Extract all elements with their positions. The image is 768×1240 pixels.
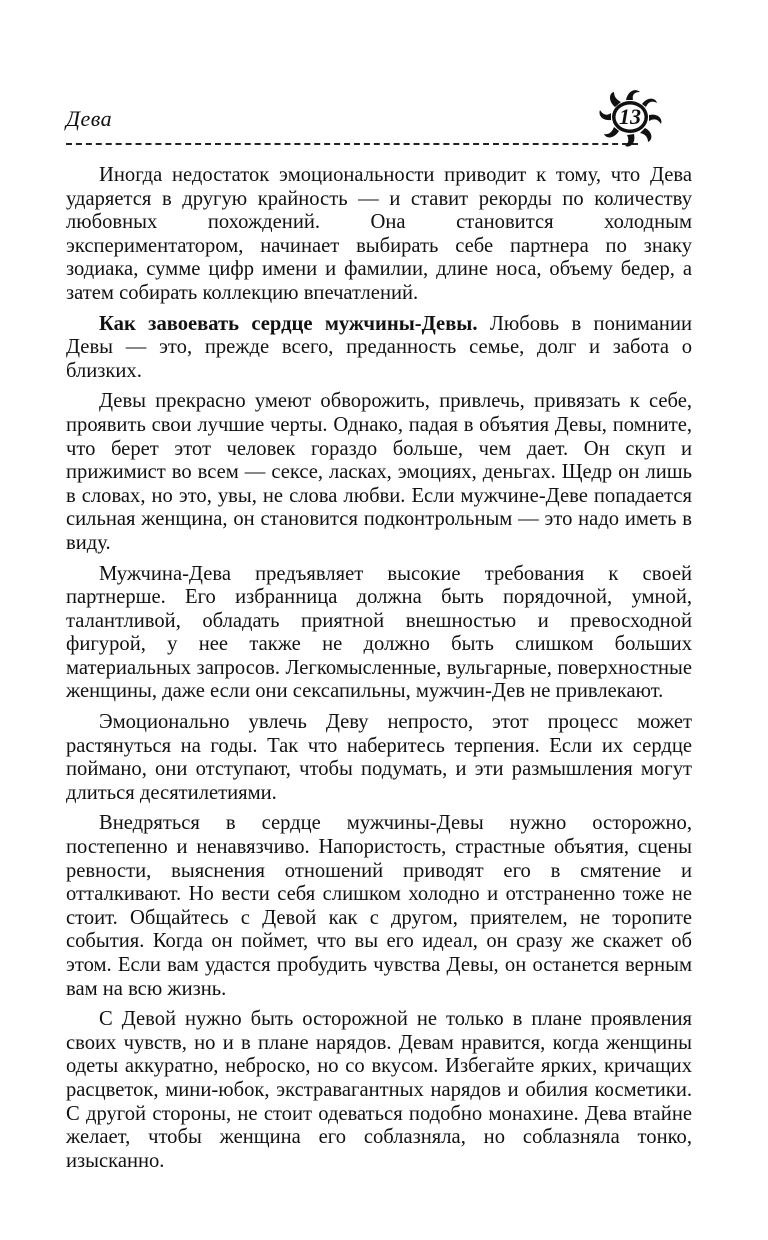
running-title: Дева	[66, 106, 113, 131]
paragraph-5: Эмоционально увлечь Деву непросто, этот процесс может растянуться на годы. Так что наберитесь терпения. Если их сердце поймано, они отступают, чтобы подумать, и эти размышления могут длиться десятилетиями.	[66, 711, 692, 804]
paragraph-6: Внедряться в сердце мужчины-Девы нужно осторожно, постепенно и ненавязчиво. Напористость, страстные объятия, сцены ревности, выяснения отношений приводят его в смятение и отталкивают. Но вести себя слишком холодно и отстраненно тоже не стоит. Общайтесь с Девой как с другом, приятелем, не торопите события. Когда он поймет, что вы его идеал, он сразу же скажет об этом. Если вам удастся пробудить чувства Девы, он останется верным вам на всю жизнь.	[66, 812, 692, 1000]
section-run-in-heading: Как завоевать сердце мужчины-Девы.	[99, 312, 478, 335]
paragraph-7: С Девой нужно быть осторожной не только в плане проявления своих чувств, но и в плане нарядов. Девам нравится, когда женщины одеты аккуратно, неброско, но со вкусом. Избегайте ярких, кричащих расцветок, мини-юбок, экстравагантных нарядов и обилия косметики. С другой стороны, не стоит одеваться подобно монахине. Дева втайне желает, чтобы женщина его соблазняла, но соблазняла тонко, изысканно.	[66, 1008, 692, 1172]
paragraph-2-text: Любовь в понимании Девы — это, прежде всего, преданность семье, долг и забота о близких.	[66, 312, 692, 382]
page-number-badge	[594, 86, 666, 148]
paragraph-1: Иногда недостаток эмоциональности приводит к тому, что Дева ударяется в другую крайность — и ставит рекорды по количеству любовных похождений. Она становится холодным экспериментатором, начинает выбирать себе партнера по знаку зодиака, сумме цифр имени и фамилии, длине носа, объему бедер, а затем собирать коллекцию впечатлений.	[66, 164, 692, 304]
page-number: 13	[619, 104, 641, 129]
paragraph-2	[66, 313, 692, 384]
body-text	[66, 164, 692, 1180]
header-divider	[66, 143, 638, 145]
paragraph-3: Девы прекрасно умеют обворожить, привлечь, привязать к себе, проявить свои лучшие черты. Однако, падая в объятия Девы, помните, что берет этот человек гораздо больше, чем дает. Он скуп и прижимист во всем — сексе, ласках, эмоциях, деньгах. Щедр он лишь в словах, но это, увы, не слова любви. Если мужчине-Деве попадается сильная женщина, он становится подконтрольным — это надо иметь в виду.	[66, 390, 692, 554]
paragraph-4: Мужчина-Дева предъявляет высокие требования к своей партнерше. Его избранница должна быть порядочной, умной, талантливой, обладать приятной внешностью и превосходной фигурой, у нее также не должно быть слишком больших материальных запросов. Легкомысленные, вульгарные, поверхностные женщины, даже если они сексапильны, мужчин-Дев не привлекают.	[66, 562, 692, 703]
